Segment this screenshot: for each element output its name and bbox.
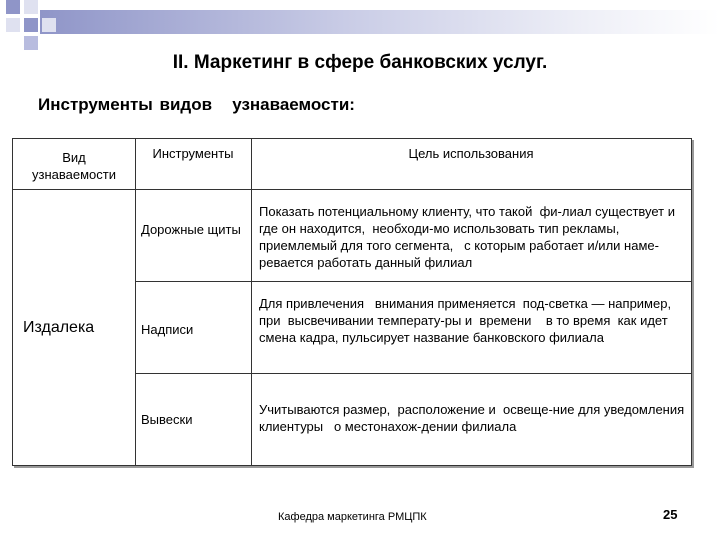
header-tools: Инструменты <box>152 146 234 161</box>
header-gradient-bar <box>40 10 720 34</box>
recognition-tools-table <box>12 138 692 466</box>
footer-department: Кафедра маркетинга РМЦПК <box>278 511 427 523</box>
row-divider <box>135 281 691 282</box>
header-purpose: Цель использования <box>408 146 534 161</box>
decor-square <box>6 0 20 14</box>
decor-square <box>24 36 38 50</box>
decor-square <box>6 18 20 32</box>
row-divider <box>135 373 691 374</box>
section-subtitle: Инструменты видов узнаваемости: <box>38 95 355 114</box>
column-divider <box>251 139 252 465</box>
group-label-far: Издалека <box>23 319 95 336</box>
page-title: II. Маркетинг в сфере банковских услуг. <box>172 52 548 73</box>
purpose-cell: Показать потенциальному клиенту, что такой фи-лиал существует и где он находится, необходи-мо использовать тип рекламы, приемлемый для того сегмента, с которым работает и/или наме-ревается работать данный филиал <box>259 204 679 270</box>
decor-square <box>42 18 56 32</box>
column-divider <box>135 139 136 465</box>
decor-square <box>24 0 38 14</box>
purpose-cell: Учитываются размер, расположение и освеще-ние для уведомления клиентуры о местонахож-дении филиала <box>259 402 692 434</box>
decor-square <box>24 18 38 32</box>
row-divider <box>13 189 691 190</box>
tool-cell: Надписи <box>141 322 194 337</box>
tool-cell: Вывески <box>141 412 193 427</box>
page-number: 25 <box>663 507 678 522</box>
tool-cell: Дорожные щиты <box>141 222 241 237</box>
purpose-cell: Для привлечения внимания применяется под-светка — например, при высвечивании температу-ры и времени в то время как идет смена кадра, пульсирует название банковского филиала <box>259 296 675 345</box>
header-type: Вид узнаваемости <box>32 150 116 182</box>
